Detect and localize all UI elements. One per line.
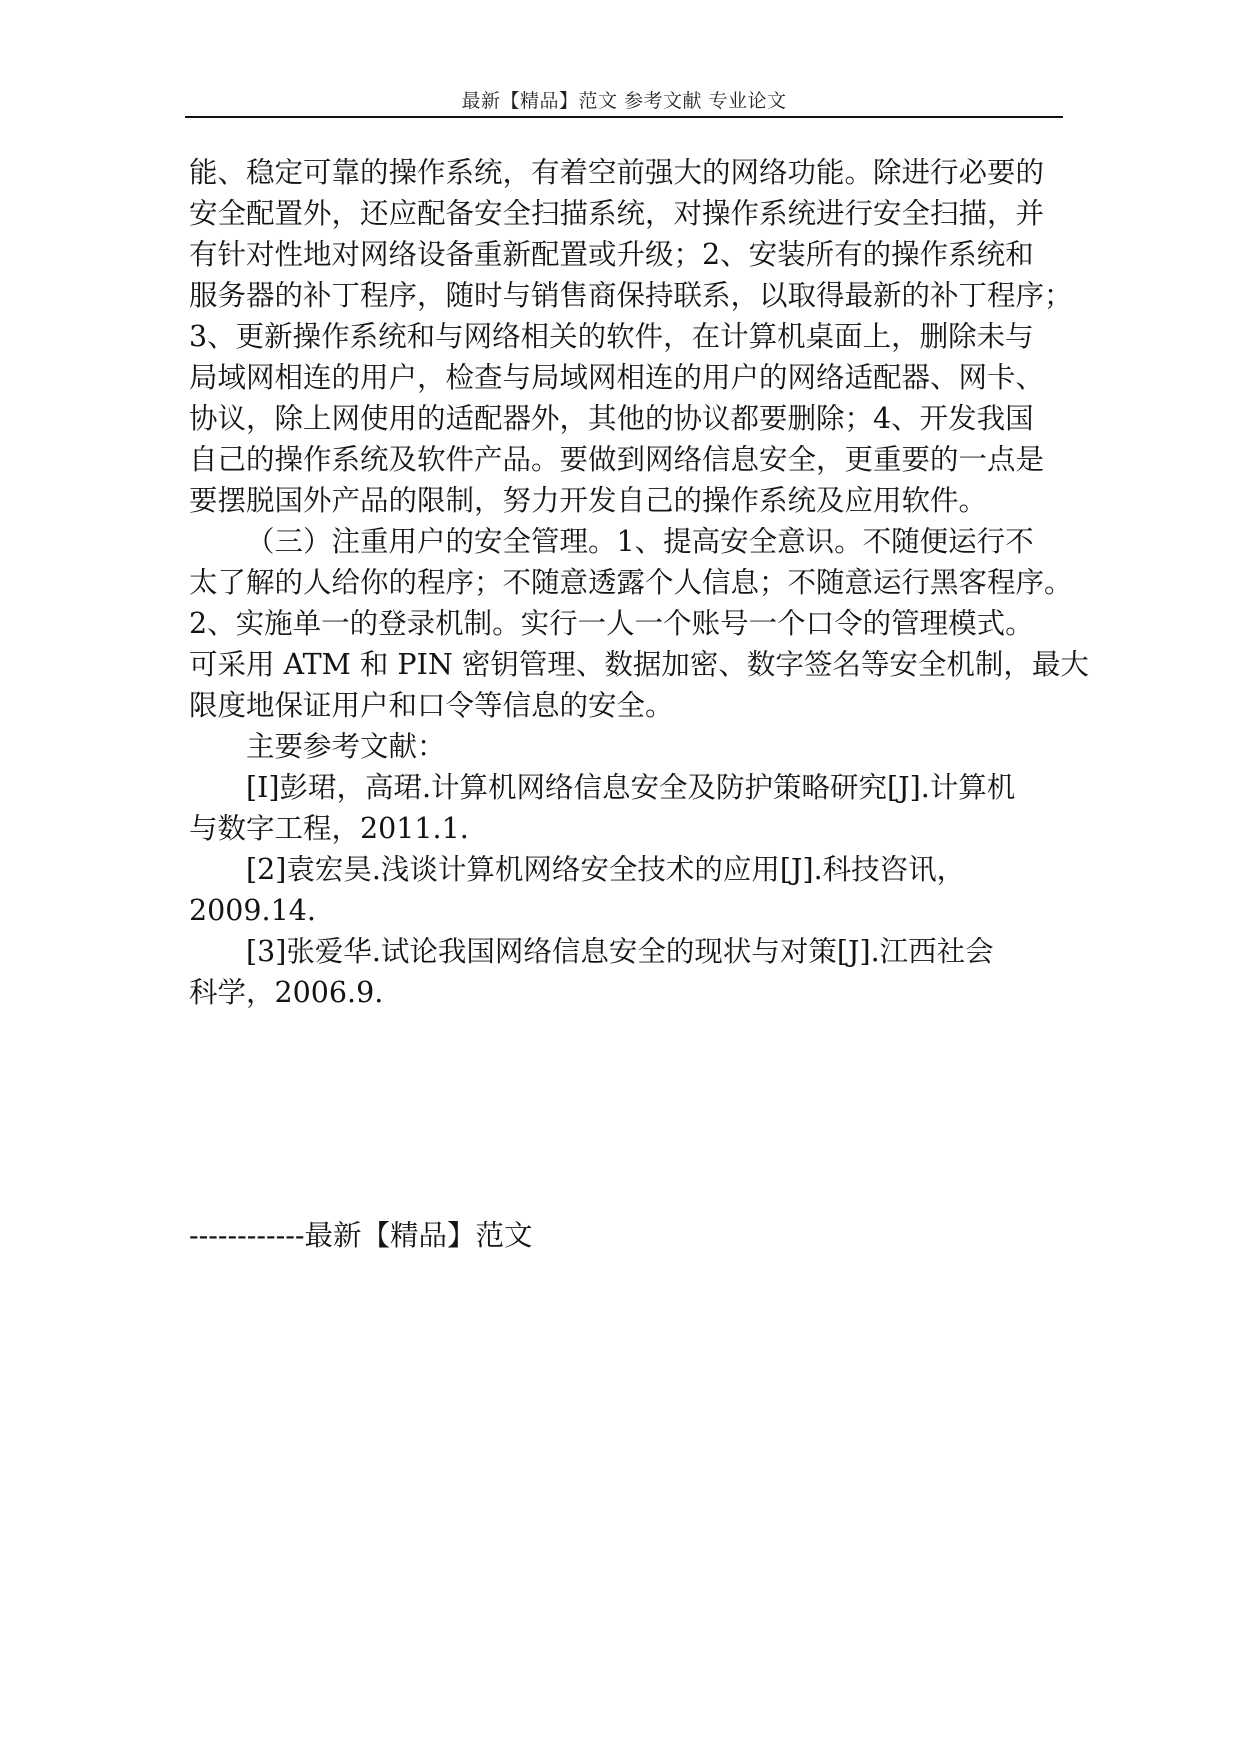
section-heading-line: （三）注重用户的安全管理。1、提高安全意识。不随便运行不: [246, 525, 1034, 558]
paragraph-line: 可采用 ATM 和 PIN 密钥管理、数据加密、数字签名等安全机制，最大: [189, 648, 1089, 681]
paragraph-line: 限度地保证用户和口令等信息的安全。: [189, 689, 674, 722]
paragraph-line: 有针对性地对网络设备重新配置或升级；2、安装所有的操作系统和: [189, 238, 1034, 271]
paragraph-line: 协议，除上网使用的适配器外，其他的协议都要删除；4、开发我国: [189, 402, 1034, 435]
paragraph-line: 太了解的人给你的程序；不随意透露个人信息；不随意运行黑客程序。: [189, 566, 1073, 599]
paragraph-line: 自己的操作系统及软件产品。要做到网络信息安全，更重要的一点是: [189, 443, 1045, 476]
paragraph-line: 3、更新操作系统和与网络相关的软件，在计算机桌面上，删除未与: [189, 320, 1034, 353]
reference-item-continuation: 2009.14.: [189, 894, 316, 927]
page-header: 最新【精品】范文 参考文献 专业论文: [461, 90, 787, 112]
paragraph-line: 能、稳定可靠的操作系统，有着空前强大的网络功能。除进行必要的: [189, 156, 1045, 189]
footer-text: ------------最新【精品】范文: [189, 1219, 533, 1252]
paragraph-line: 局域网相连的用户，检查与局域网相连的用户的网络适配器、网卡、: [189, 361, 1045, 394]
reference-item: [I]彭珺，高珺.计算机网络信息安全及防护策略研究[J].计算机: [246, 771, 1016, 804]
header-divider: [185, 116, 1063, 118]
paragraph-line: 2、实施单一的登录机制。实行一人一个账号一个口令的管理模式。: [189, 607, 1034, 640]
reference-item-continuation: 科学，2006.9.: [189, 976, 384, 1009]
paragraph-line: 服务器的补丁程序，随时与销售商保持联系，以取得最新的补丁程序；: [189, 279, 1073, 312]
reference-item: [2]袁宏昊.浅谈计算机网络安全技术的应用[J].科技咨讯，: [246, 853, 966, 886]
paragraph-line: 要摆脱国外产品的限制，努力开发自己的操作系统及应用软件。: [189, 484, 988, 517]
references-heading: 主要参考文献：: [246, 730, 446, 763]
paragraph-line: 安全配置外，还应配备安全扫描系统，对操作系统进行安全扫描，并: [189, 197, 1045, 230]
reference-item: [3]张爱华.试论我国网络信息安全的现状与对策[J].江西社会: [246, 935, 994, 968]
body-text: [189, 152, 1089, 1013]
reference-item-continuation: 与数字工程，2011.1.: [189, 812, 469, 845]
